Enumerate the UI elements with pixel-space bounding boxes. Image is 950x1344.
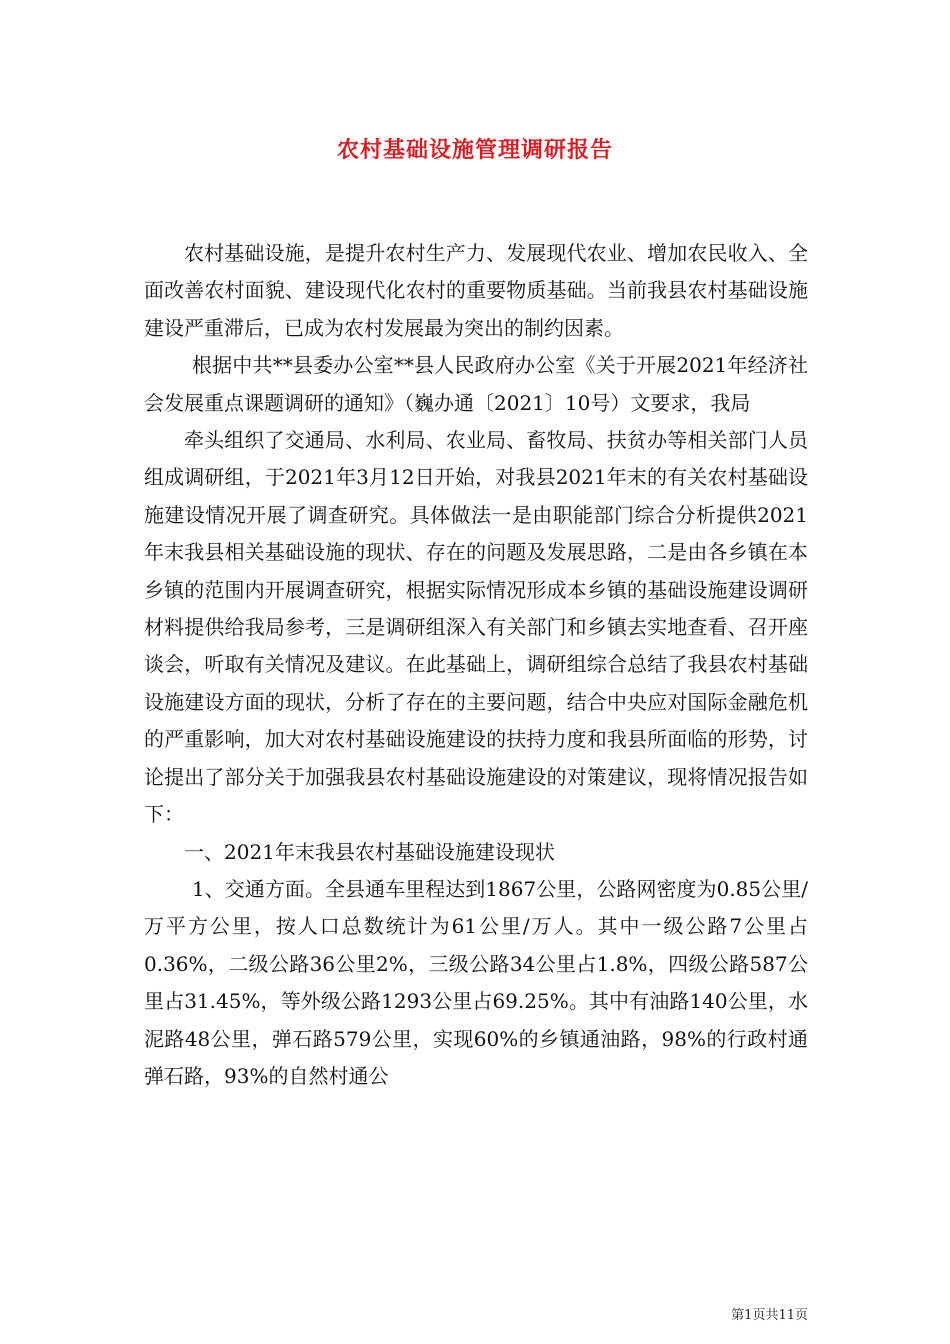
- paragraph-method: 牵头组织了交通局、水利局、农业局、畜牧局、扶贫办等相关部门人员组成调研组，于2021年3月12日开始，对我县2021年末的有关农村基础设施建设情况开展了调查研究。具体做法一是由职能部门综合分析提供2021年末我县相关基础设施的现状、存在的问题及发展思路，二是由各乡镇在本乡镇的范围内开展调查研究，根据实际情况形成本乡镇的基础设施建设调研材料提供给我局参考，三是调研组深入有关部门和乡镇去实地查看、召开座谈会，听取有关情况及建议。在此基础上，调研组综合总结了我县农村基础设施建设方面的现状，分析了存在的主要问题，结合中央应对国际金融危机的严重影响，加大对农村基础设施建设的扶持力度和我县所面临的形势，讨论提出了部分关于加强我县农村基础设施建设的对策建议，现将情况报告如下：: [144, 428, 808, 827]
- page-number: 第1页共11页: [731, 1308, 808, 1323]
- paragraph-intro: 农村基础设施，是提升农村生产力、发展现代农业、增加农民收入、全面改善农村面貌、建设现代化农村的重要物质基础。当前我县农村基础设施建设严重滞后，已成为农村发展最为突出的制约因素。: [144, 241, 808, 340]
- paragraph-notice: 根据中共**县委办公室**县人民政府办公室《关于开展2021年经济社会发展重点课题调研的通知》（巍办通〔2021〕10号）文要求，我局: [144, 353, 808, 415]
- document-body: [144, 235, 808, 1095]
- document-title: 农村基础设施管理调研报告: [336, 137, 613, 163]
- section-heading: 一、2021年末我县农村基础设施建设现状: [184, 839, 555, 864]
- paragraph-transport: 1、交通方面。全县通车里程达到1867公里，公路网密度为0.85公里/万平方公里，按人口总数统计为61公里/万人。其中一级公路7公里占0.36%，二级公路36公里2%，三级公路34公里占1.8%，四级公路587公里占31.45%，等外级公路1293公里占69.25%。其中有油路140公里，水泥路48公里，弹石路579公里，实现60%的乡镇通油路，98%的行政村通弹石路，93%的自然村通公: [144, 876, 808, 1088]
